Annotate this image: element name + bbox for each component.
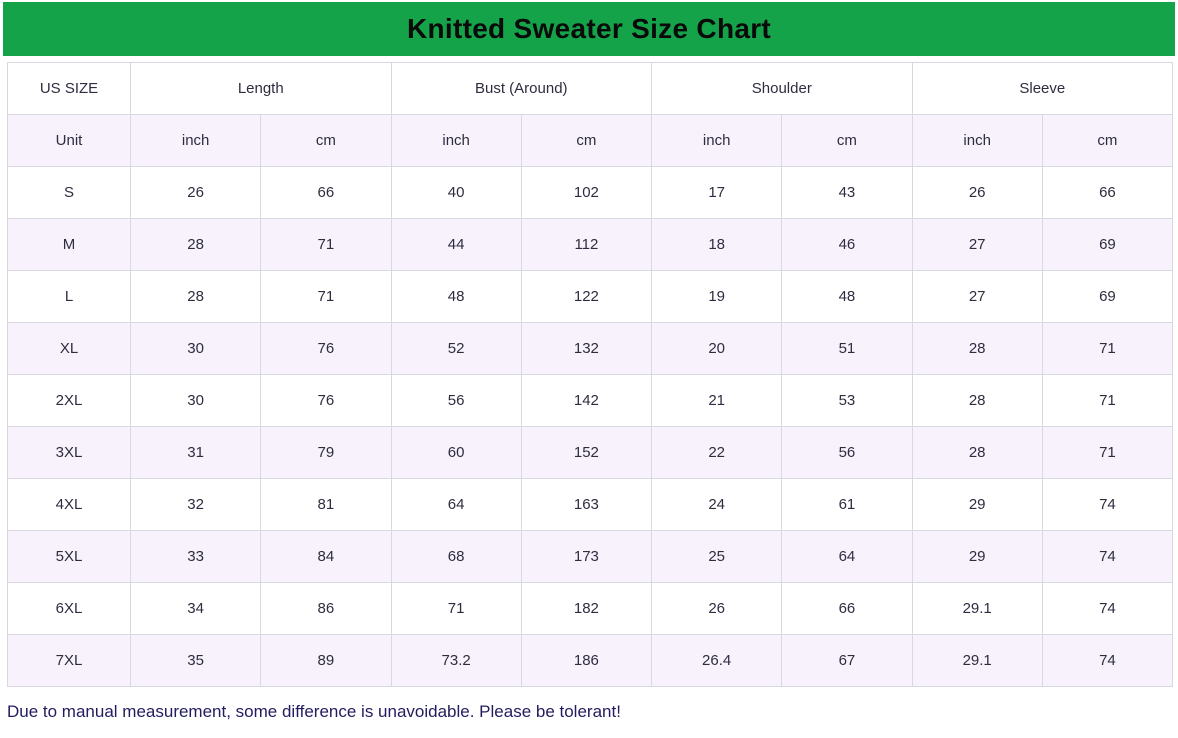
value-cell: 44 bbox=[391, 219, 521, 271]
value-cell: 71 bbox=[1042, 427, 1172, 479]
col-header-shoulder: Shoulder bbox=[652, 63, 913, 115]
value-cell: 182 bbox=[521, 583, 651, 635]
value-cell: 25 bbox=[652, 531, 782, 583]
value-cell: 122 bbox=[521, 271, 651, 323]
value-cell: 29.1 bbox=[912, 583, 1042, 635]
value-cell: 64 bbox=[391, 479, 521, 531]
size-row-2XL bbox=[8, 375, 1173, 427]
value-cell: 79 bbox=[261, 427, 391, 479]
value-cell: 30 bbox=[131, 375, 261, 427]
size-cell: XL bbox=[8, 323, 131, 375]
value-cell: 17 bbox=[652, 167, 782, 219]
value-cell: 71 bbox=[261, 271, 391, 323]
value-cell: 27 bbox=[912, 219, 1042, 271]
value-cell: 56 bbox=[391, 375, 521, 427]
value-cell: 20 bbox=[652, 323, 782, 375]
size-cell: 4XL bbox=[8, 479, 131, 531]
value-cell: 89 bbox=[261, 635, 391, 687]
value-cell: 81 bbox=[261, 479, 391, 531]
size-row-XL bbox=[8, 323, 1173, 375]
value-cell: 40 bbox=[391, 167, 521, 219]
group-header-row bbox=[8, 63, 1173, 115]
value-cell: 73.2 bbox=[391, 635, 521, 687]
value-cell: 52 bbox=[391, 323, 521, 375]
unit-cell: cm bbox=[1042, 115, 1172, 167]
value-cell: 24 bbox=[652, 479, 782, 531]
value-cell: 71 bbox=[391, 583, 521, 635]
value-cell: 74 bbox=[1042, 635, 1172, 687]
value-cell: 31 bbox=[131, 427, 261, 479]
col-header-sleeve: Sleeve bbox=[912, 63, 1173, 115]
value-cell: 22 bbox=[652, 427, 782, 479]
page-title: Knitted Sweater Size Chart bbox=[406, 13, 772, 44]
value-cell: 26 bbox=[912, 167, 1042, 219]
value-cell: 27 bbox=[912, 271, 1042, 323]
size-row-S bbox=[8, 167, 1173, 219]
unit-cell: inch bbox=[131, 115, 261, 167]
value-cell: 19 bbox=[652, 271, 782, 323]
size-cell: S bbox=[8, 167, 131, 219]
value-cell: 69 bbox=[1042, 219, 1172, 271]
value-cell: 68 bbox=[391, 531, 521, 583]
value-cell: 26 bbox=[131, 167, 261, 219]
size-cell: 2XL bbox=[8, 375, 131, 427]
unit-cell: cm bbox=[521, 115, 651, 167]
unit-cell: cm bbox=[782, 115, 912, 167]
value-cell: 163 bbox=[521, 479, 651, 531]
value-cell: 21 bbox=[652, 375, 782, 427]
value-cell: 71 bbox=[1042, 323, 1172, 375]
value-cell: 66 bbox=[261, 167, 391, 219]
size-cell: L bbox=[8, 271, 131, 323]
unit-cell: inch bbox=[652, 115, 782, 167]
value-cell: 71 bbox=[261, 219, 391, 271]
value-cell: 29.1 bbox=[912, 635, 1042, 687]
value-cell: 29 bbox=[912, 479, 1042, 531]
value-cell: 28 bbox=[131, 219, 261, 271]
value-cell: 112 bbox=[521, 219, 651, 271]
value-cell: 18 bbox=[652, 219, 782, 271]
col-header-bust: Bust (Around) bbox=[391, 63, 652, 115]
value-cell: 102 bbox=[521, 167, 651, 219]
size-chart-table bbox=[7, 62, 1173, 687]
col-header-length: Length bbox=[131, 63, 392, 115]
value-cell: 28 bbox=[912, 323, 1042, 375]
unit-label-cell: Unit bbox=[8, 115, 131, 167]
value-cell: 186 bbox=[521, 635, 651, 687]
size-cell: 5XL bbox=[8, 531, 131, 583]
value-cell: 76 bbox=[261, 323, 391, 375]
unit-cell: inch bbox=[391, 115, 521, 167]
value-cell: 26.4 bbox=[652, 635, 782, 687]
size-row-4XL bbox=[8, 479, 1173, 531]
footer-note: Due to manual measurement, some difference is unavoidable. Please be tolerant! bbox=[7, 702, 621, 721]
title-bar bbox=[3, 2, 1175, 56]
value-cell: 74 bbox=[1042, 583, 1172, 635]
col-header-us-size: US SIZE bbox=[8, 63, 131, 115]
value-cell: 76 bbox=[261, 375, 391, 427]
value-cell: 48 bbox=[391, 271, 521, 323]
size-row-6XL bbox=[8, 583, 1173, 635]
value-cell: 60 bbox=[391, 427, 521, 479]
value-cell: 43 bbox=[782, 167, 912, 219]
value-cell: 29 bbox=[912, 531, 1042, 583]
size-row-7XL bbox=[8, 635, 1173, 687]
value-cell: 32 bbox=[131, 479, 261, 531]
size-cell: M bbox=[8, 219, 131, 271]
value-cell: 56 bbox=[782, 427, 912, 479]
value-cell: 71 bbox=[1042, 375, 1172, 427]
value-cell: 28 bbox=[912, 427, 1042, 479]
value-cell: 34 bbox=[131, 583, 261, 635]
value-cell: 69 bbox=[1042, 271, 1172, 323]
size-cell: 6XL bbox=[8, 583, 131, 635]
value-cell: 46 bbox=[782, 219, 912, 271]
size-chart-page bbox=[0, 2, 1178, 722]
value-cell: 74 bbox=[1042, 479, 1172, 531]
value-cell: 152 bbox=[521, 427, 651, 479]
value-cell: 61 bbox=[782, 479, 912, 531]
value-cell: 86 bbox=[261, 583, 391, 635]
value-cell: 142 bbox=[521, 375, 651, 427]
value-cell: 84 bbox=[261, 531, 391, 583]
size-row-5XL bbox=[8, 531, 1173, 583]
unit-row bbox=[8, 115, 1173, 167]
value-cell: 35 bbox=[131, 635, 261, 687]
value-cell: 28 bbox=[912, 375, 1042, 427]
unit-cell: cm bbox=[261, 115, 391, 167]
value-cell: 74 bbox=[1042, 531, 1172, 583]
value-cell: 28 bbox=[131, 271, 261, 323]
value-cell: 64 bbox=[782, 531, 912, 583]
value-cell: 33 bbox=[131, 531, 261, 583]
size-cell: 3XL bbox=[8, 427, 131, 479]
value-cell: 51 bbox=[782, 323, 912, 375]
value-cell: 66 bbox=[782, 583, 912, 635]
size-row-M bbox=[8, 219, 1173, 271]
size-cell: 7XL bbox=[8, 635, 131, 687]
value-cell: 66 bbox=[1042, 167, 1172, 219]
value-cell: 30 bbox=[131, 323, 261, 375]
value-cell: 132 bbox=[521, 323, 651, 375]
size-row-L bbox=[8, 271, 1173, 323]
value-cell: 173 bbox=[521, 531, 651, 583]
value-cell: 67 bbox=[782, 635, 912, 687]
value-cell: 53 bbox=[782, 375, 912, 427]
value-cell: 26 bbox=[652, 583, 782, 635]
value-cell: 48 bbox=[782, 271, 912, 323]
unit-cell: inch bbox=[912, 115, 1042, 167]
size-row-3XL bbox=[8, 427, 1173, 479]
